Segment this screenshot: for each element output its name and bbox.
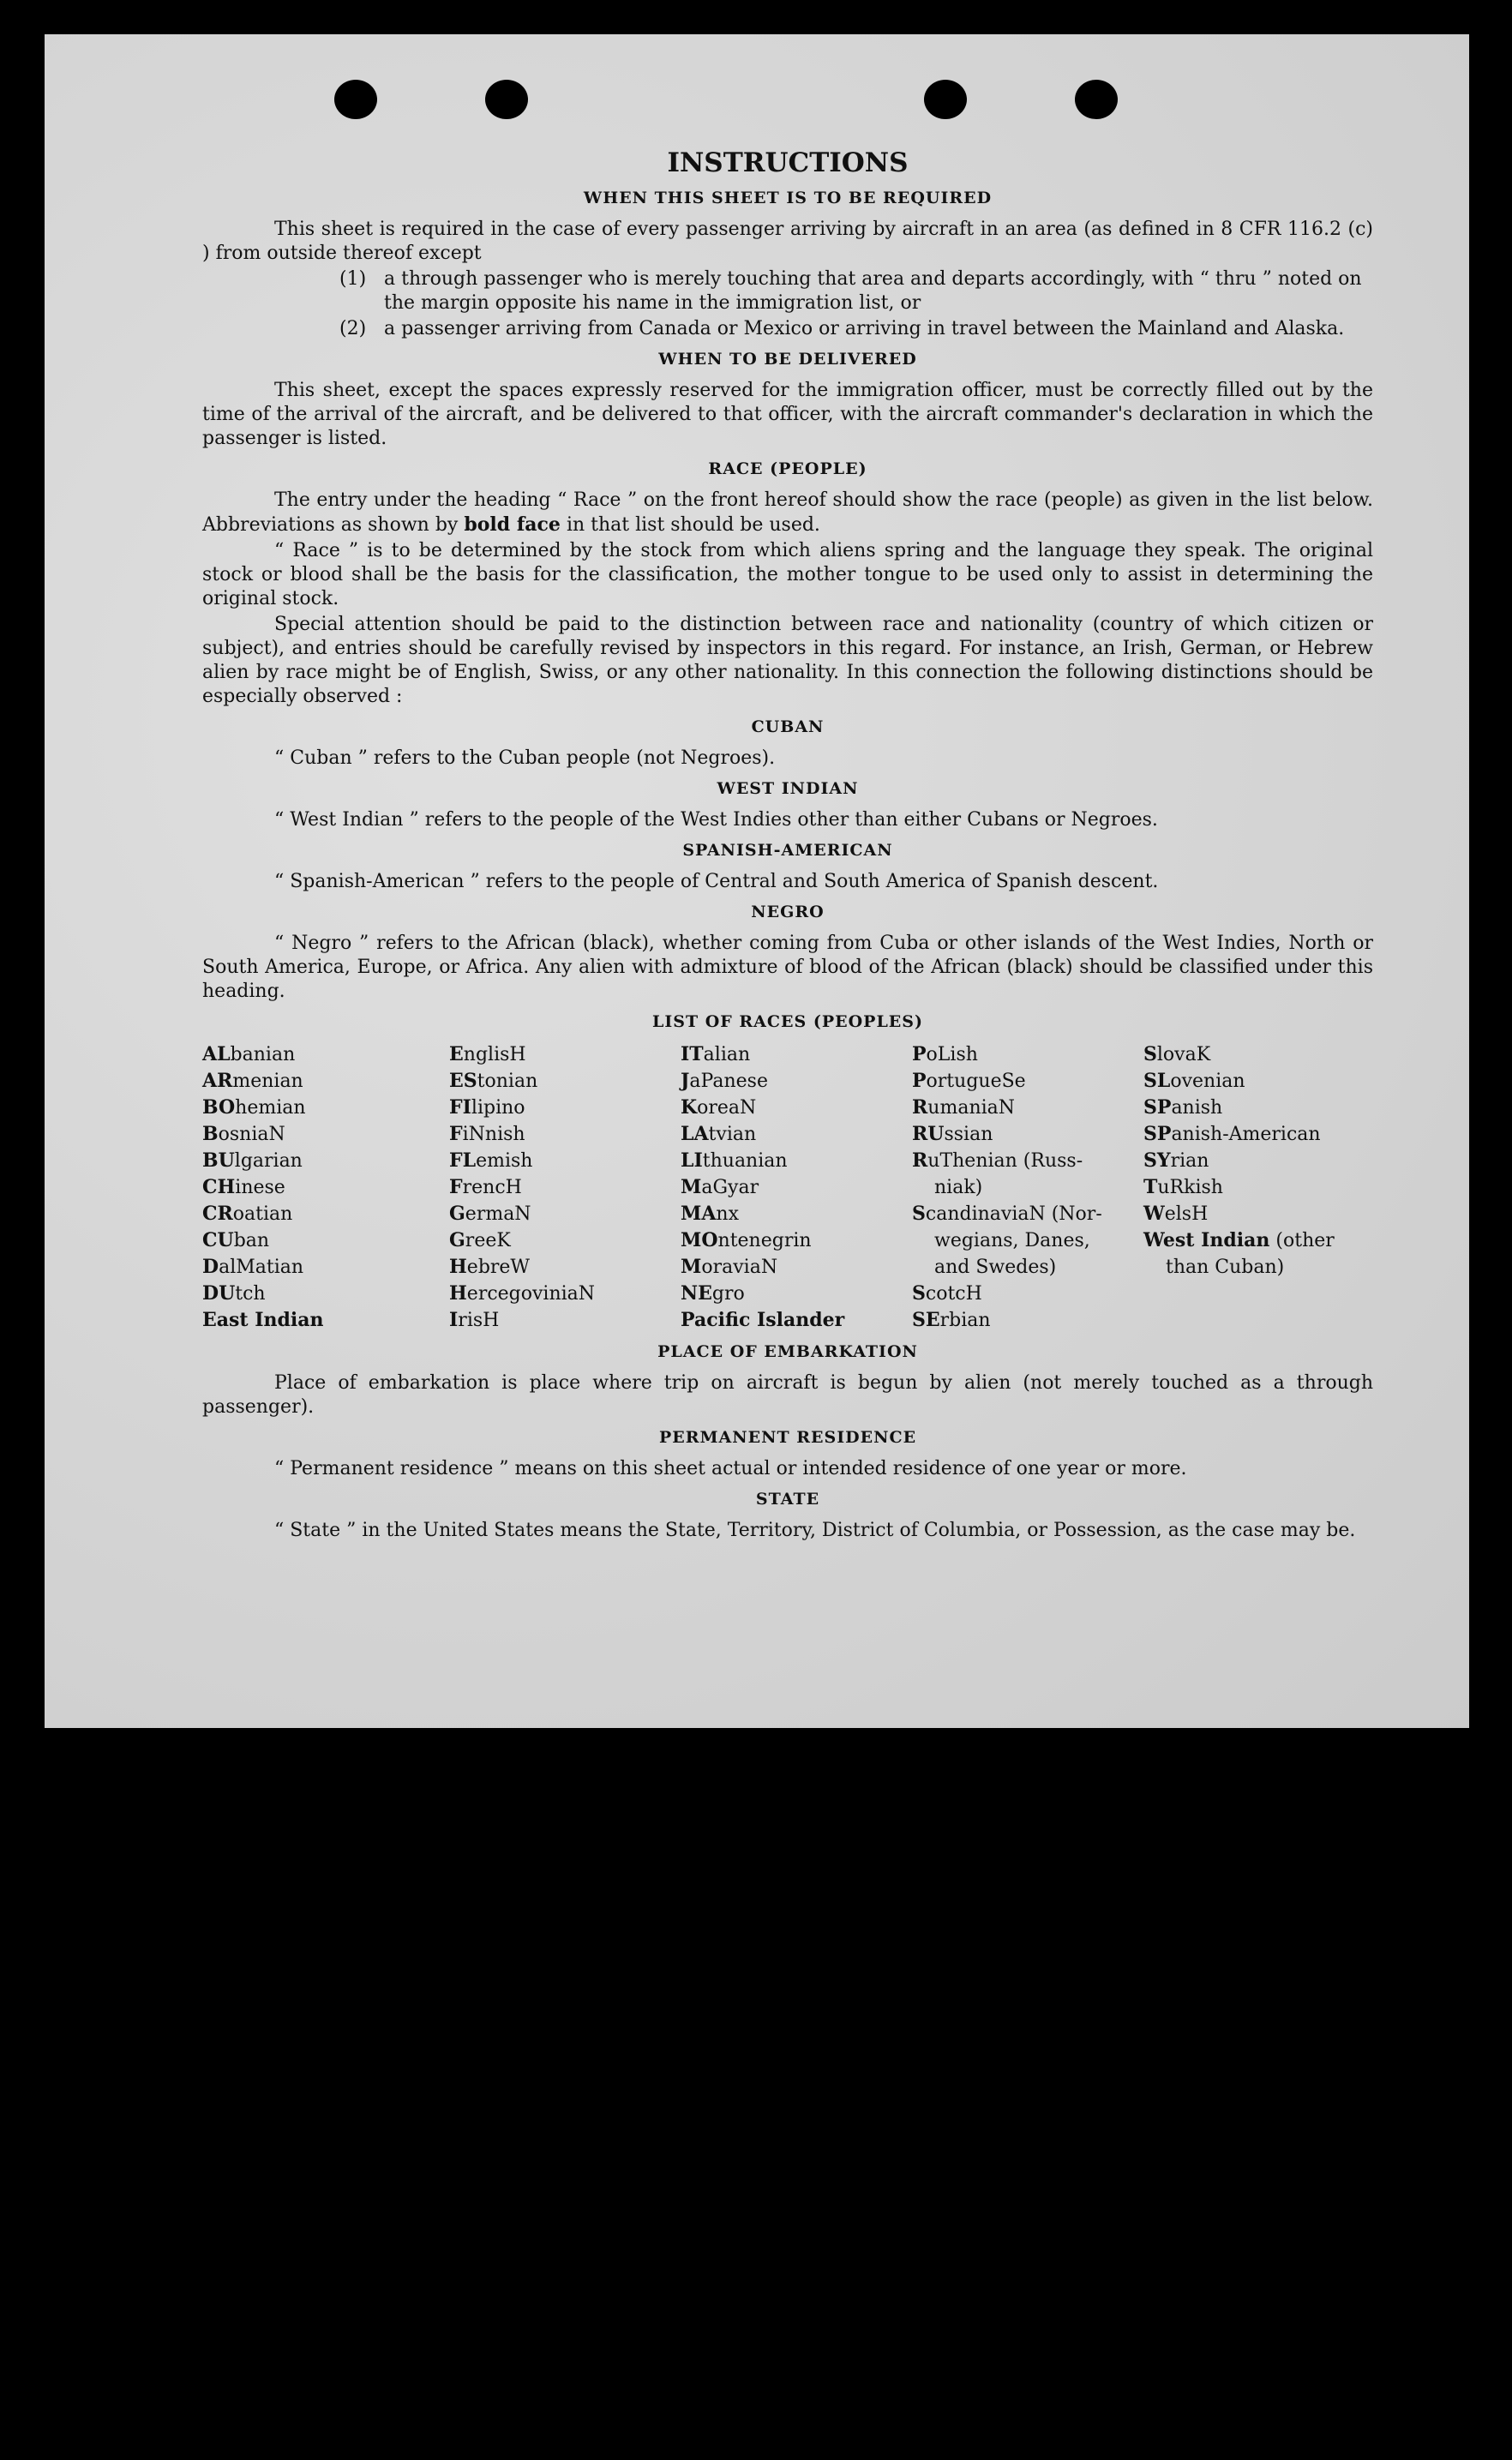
race-rest: banian xyxy=(230,1044,296,1065)
list-text: a passenger arriving from Canada or Mexico or arriving in travel between the Mainland and Alaska. xyxy=(384,318,1345,339)
race-item xyxy=(681,1307,912,1334)
race-rest: (other xyxy=(1269,1230,1335,1251)
race-abbrev: LA xyxy=(681,1123,709,1145)
paragraph: “ West Indian ” refers to the people of the West Indies other than either Cubans or Negroes. xyxy=(274,809,1158,831)
race-abbrev: BO xyxy=(202,1096,236,1119)
race-item xyxy=(681,1148,912,1174)
race-rest: ssian xyxy=(944,1124,993,1145)
race-item xyxy=(681,1095,912,1121)
race-item xyxy=(449,1095,681,1121)
race-rest: inese xyxy=(235,1177,285,1198)
race-item xyxy=(912,1041,1143,1068)
race-item xyxy=(681,1281,912,1307)
race-item xyxy=(449,1201,681,1227)
race-rest: rencH xyxy=(462,1177,522,1198)
race-abbrev: ES xyxy=(449,1070,477,1092)
race-abbrev: S xyxy=(1143,1043,1157,1065)
race-abbrev: SY xyxy=(1143,1149,1171,1172)
race-abbrev: East Indian xyxy=(202,1309,324,1331)
punch-hole xyxy=(334,80,377,119)
race-abbrev: F xyxy=(449,1123,463,1145)
list-number: (2) xyxy=(339,318,367,339)
race-rest: oraviaN xyxy=(701,1257,778,1278)
race-item xyxy=(912,1121,1143,1148)
race-abbrev: M xyxy=(681,1256,702,1278)
race-rest: ban xyxy=(233,1230,270,1251)
race-abbrev: S xyxy=(912,1203,926,1225)
race-rest: gro xyxy=(711,1283,745,1305)
race-abbrev: E xyxy=(449,1043,464,1065)
race-item xyxy=(912,1254,1143,1281)
race-rest: tonian xyxy=(477,1071,538,1092)
race-rest: iNnish xyxy=(462,1124,525,1145)
race-abbrev: SP xyxy=(1143,1096,1172,1119)
instructions-content xyxy=(202,146,1373,1545)
race-abbrev: CR xyxy=(202,1203,233,1225)
race-column xyxy=(449,1041,681,1334)
race-rest: lgarian xyxy=(234,1150,303,1172)
race-list xyxy=(202,1041,1373,1334)
race-item xyxy=(1143,1068,1373,1095)
race-rest: uRkish xyxy=(1157,1177,1223,1198)
race-abbrev: I xyxy=(449,1309,459,1331)
race-column xyxy=(202,1041,449,1334)
race-item xyxy=(202,1095,449,1121)
race-abbrev: IT xyxy=(681,1043,704,1065)
race-rest: cotcH xyxy=(925,1283,982,1305)
race-abbrev: B xyxy=(202,1123,219,1145)
race-rest: wegians, Danes, xyxy=(934,1230,1090,1251)
race-item xyxy=(449,1307,681,1334)
race-abbrev: SL xyxy=(1143,1070,1171,1092)
race-item xyxy=(1143,1201,1373,1227)
race-abbrev: D xyxy=(202,1256,219,1278)
race-rest: nx xyxy=(716,1203,739,1225)
race-abbrev: R xyxy=(912,1096,928,1119)
race-item xyxy=(202,1121,449,1148)
race-rest: than Cuban) xyxy=(1166,1257,1285,1278)
section-heading: WHEN TO BE DELIVERED xyxy=(658,350,917,369)
punch-hole xyxy=(1075,80,1118,119)
race-abbrev: SE xyxy=(912,1309,940,1331)
bold-text: bold face xyxy=(464,513,561,536)
race-abbrev: T xyxy=(1143,1176,1158,1198)
race-rest: uThenian (Russ- xyxy=(927,1150,1083,1172)
paragraph: “ Cuban ” refers to the Cuban people (not Negroes). xyxy=(274,747,776,769)
race-rest: tvian xyxy=(708,1124,757,1145)
race-abbrev: P xyxy=(912,1070,927,1092)
race-rest: lovaK xyxy=(1156,1044,1211,1065)
race-item xyxy=(202,1254,449,1281)
race-abbrev: P xyxy=(912,1043,927,1065)
race-rest: risH xyxy=(458,1310,500,1331)
race-item xyxy=(1143,1041,1373,1068)
race-item xyxy=(681,1201,912,1227)
race-item xyxy=(1143,1095,1373,1121)
race-abbrev: DU xyxy=(202,1282,236,1305)
race-rest: ebreW xyxy=(466,1257,531,1278)
race-item xyxy=(1143,1148,1373,1174)
section-heading: NEGRO xyxy=(751,903,825,921)
page-title: INSTRUCTIONS xyxy=(667,147,909,178)
race-item xyxy=(912,1227,1143,1254)
race-abbrev: AL xyxy=(202,1043,231,1065)
race-abbrev: F xyxy=(449,1176,463,1198)
race-item xyxy=(449,1121,681,1148)
race-rest: and Swedes) xyxy=(934,1257,1057,1278)
paragraph: “ Permanent residence ” means on this sheet actual or intended residence of one year or more. xyxy=(274,1458,1187,1479)
paragraph: “ Negro ” refers to the African (black), whether coming from Cuba or other islands of the West Indies, North or South America, Europe, or Africa. Any alien with admixture of blood of the African (black) should be classified under this heading. xyxy=(202,933,1373,1002)
race-item xyxy=(681,1041,912,1068)
race-rest: menian xyxy=(232,1071,303,1092)
race-item xyxy=(202,1227,449,1254)
section-heading: PLACE OF EMBARKATION xyxy=(657,1342,918,1361)
race-item xyxy=(1143,1254,1373,1281)
race-item xyxy=(681,1227,912,1254)
punch-hole xyxy=(924,80,967,119)
paragraph: Special attention should be paid to the distinction between race and nationality (country of which citizen or subject), and entries should be carefully revised by inspectors in this regard. For instance, an Irish, German, or Hebrew alien by race might be of English, Swiss, or any other nationality. In this connection the following distinctions should be especially observed : xyxy=(202,614,1373,707)
race-item xyxy=(202,1148,449,1174)
paragraph: Place of embarkation is place where trip on aircraft is begun by alien (not merely touched as a through passenger). xyxy=(202,1372,1373,1418)
race-abbrev: G xyxy=(449,1229,465,1251)
race-item xyxy=(912,1095,1143,1121)
race-rest: anish-American xyxy=(1171,1124,1321,1145)
race-rest: oatian xyxy=(232,1203,293,1225)
race-item xyxy=(681,1121,912,1148)
race-rest: alMatian xyxy=(219,1257,304,1278)
race-item xyxy=(449,1281,681,1307)
race-item xyxy=(912,1068,1143,1095)
race-rest: niak) xyxy=(934,1177,983,1198)
list-number: (1) xyxy=(339,268,367,290)
race-abbrev: R xyxy=(912,1149,928,1172)
race-rest: emish xyxy=(476,1150,533,1172)
race-rest: nglisH xyxy=(463,1044,526,1065)
race-rest: aPanese xyxy=(689,1071,768,1092)
race-abbrev: H xyxy=(449,1256,467,1278)
race-abbrev: M xyxy=(681,1176,702,1198)
paragraph: This sheet is required in the case of every passenger arriving by aircraft in an area (as defined in 8 CFR 116.2 (c) ) from outside thereof except xyxy=(202,219,1373,264)
race-column xyxy=(912,1041,1143,1334)
race-abbrev: MA xyxy=(681,1203,717,1225)
race-rest: thuanian xyxy=(702,1150,788,1172)
race-abbrev: AR xyxy=(202,1070,233,1092)
race-abbrev: West Indian xyxy=(1143,1229,1270,1251)
race-abbrev: FL xyxy=(449,1149,477,1172)
paragraph: “ Spanish-American ” refers to the people of Central and South America of Spanish descent. xyxy=(274,871,1159,892)
race-rest: oreaN xyxy=(697,1097,757,1119)
race-rest: reeK xyxy=(465,1230,511,1251)
paragraph: This sheet, except the spaces expressly reserved for the immigration officer, must be correctly filled out by the time of the arrival of the aircraft, and be delivered to that officer, with the aircraft commander's declaration in which the passenger is listed. xyxy=(202,380,1373,449)
section-heading: STATE xyxy=(755,1490,820,1509)
list-text: a through passenger who is merely touching that area and departs accordingly, with “ thru ” noted on the margin opposite his name in the immigration list, or xyxy=(384,268,1362,314)
race-item xyxy=(912,1307,1143,1334)
section-heading: SPANISH-AMERICAN xyxy=(682,841,893,860)
race-abbrev: FI xyxy=(449,1096,471,1119)
race-item xyxy=(449,1227,681,1254)
race-abbrev: CU xyxy=(202,1229,234,1251)
race-rest: ovenian xyxy=(1170,1071,1245,1092)
race-column xyxy=(1143,1041,1373,1334)
race-item xyxy=(1143,1174,1373,1201)
punch-hole xyxy=(485,80,528,119)
race-abbrev: MO xyxy=(681,1229,718,1251)
race-abbrev: CH xyxy=(202,1176,236,1198)
race-item xyxy=(912,1281,1143,1307)
paragraph: “ Race ” is to be determined by the stock from which aliens spring and the language they speak. The original stock or blood shall be the basis for the classification, the mother tongue to be used only to assist in determining the original stock. xyxy=(202,540,1373,609)
race-abbrev: LI xyxy=(681,1149,703,1172)
race-item xyxy=(202,1041,449,1068)
race-abbrev: H xyxy=(449,1282,467,1305)
section-heading: RACE (PEOPLE) xyxy=(708,459,867,478)
race-item xyxy=(681,1254,912,1281)
race-abbrev: SP xyxy=(1143,1123,1172,1145)
document-sheet xyxy=(45,34,1469,1728)
race-item xyxy=(202,1174,449,1201)
paragraph xyxy=(202,489,1373,537)
race-abbrev: S xyxy=(912,1282,926,1305)
race-item xyxy=(912,1148,1143,1174)
race-rest: alian xyxy=(703,1044,751,1065)
race-item xyxy=(449,1174,681,1201)
race-item xyxy=(912,1174,1143,1201)
section-heading: CUBAN xyxy=(751,717,825,736)
race-rest: candinaviaN (Nor- xyxy=(925,1203,1102,1225)
race-rest: oLish xyxy=(926,1044,978,1065)
list-item xyxy=(339,267,1373,315)
race-rest: ermaN xyxy=(465,1203,531,1225)
list-item xyxy=(339,317,1373,341)
section-heading: WEST INDIAN xyxy=(717,779,859,798)
race-item xyxy=(1143,1121,1373,1148)
text: The entry under the heading “ Race ” on the front hereof should show the race (people) as given in the list below. Abbreviations as shown by xyxy=(202,489,1373,536)
race-abbrev: Pacific Islander xyxy=(681,1309,845,1331)
race-rest: umaniaN xyxy=(927,1097,1016,1119)
race-abbrev: NE xyxy=(681,1282,712,1305)
race-item xyxy=(449,1254,681,1281)
race-item xyxy=(202,1068,449,1095)
race-rest: ntenegrin xyxy=(717,1230,812,1251)
race-rest: rian xyxy=(1170,1150,1209,1172)
race-rest: aGyar xyxy=(701,1177,759,1198)
section-heading: WHEN THIS SHEET IS TO BE REQUIRED xyxy=(583,189,993,207)
race-abbrev: W xyxy=(1143,1203,1165,1225)
race-item xyxy=(681,1174,912,1201)
race-rest: elsH xyxy=(1164,1203,1209,1225)
race-rest: tch xyxy=(235,1283,266,1305)
section-heading: LIST OF RACES (PEOPLES) xyxy=(652,1012,923,1031)
race-column xyxy=(681,1041,912,1334)
race-item xyxy=(449,1148,681,1174)
race-abbrev: J xyxy=(681,1070,690,1092)
race-rest: rbian xyxy=(939,1310,991,1331)
race-item xyxy=(449,1041,681,1068)
race-rest: ortugueSe xyxy=(926,1071,1026,1092)
race-rest: lipino xyxy=(471,1097,525,1119)
race-item xyxy=(202,1307,449,1334)
race-rest: anish xyxy=(1171,1097,1223,1119)
race-item xyxy=(202,1281,449,1307)
race-item xyxy=(202,1201,449,1227)
race-abbrev: RU xyxy=(912,1123,945,1145)
section-heading: PERMANENT RESIDENCE xyxy=(658,1428,917,1447)
race-item xyxy=(1143,1227,1373,1254)
race-rest: osniaN xyxy=(218,1124,285,1145)
race-abbrev: G xyxy=(449,1203,465,1225)
race-rest: ercegoviniaN xyxy=(466,1283,596,1305)
paragraph: “ State ” in the United States means the State, Territory, District of Columbia, or Possession, as the case may be. xyxy=(274,1520,1356,1541)
race-item xyxy=(449,1068,681,1095)
text: in that list should be used. xyxy=(566,514,820,536)
race-rest: hemian xyxy=(235,1097,306,1119)
race-abbrev: K xyxy=(681,1096,698,1119)
race-item xyxy=(912,1201,1143,1227)
race-item xyxy=(681,1068,912,1095)
race-abbrev: BU xyxy=(202,1149,235,1172)
